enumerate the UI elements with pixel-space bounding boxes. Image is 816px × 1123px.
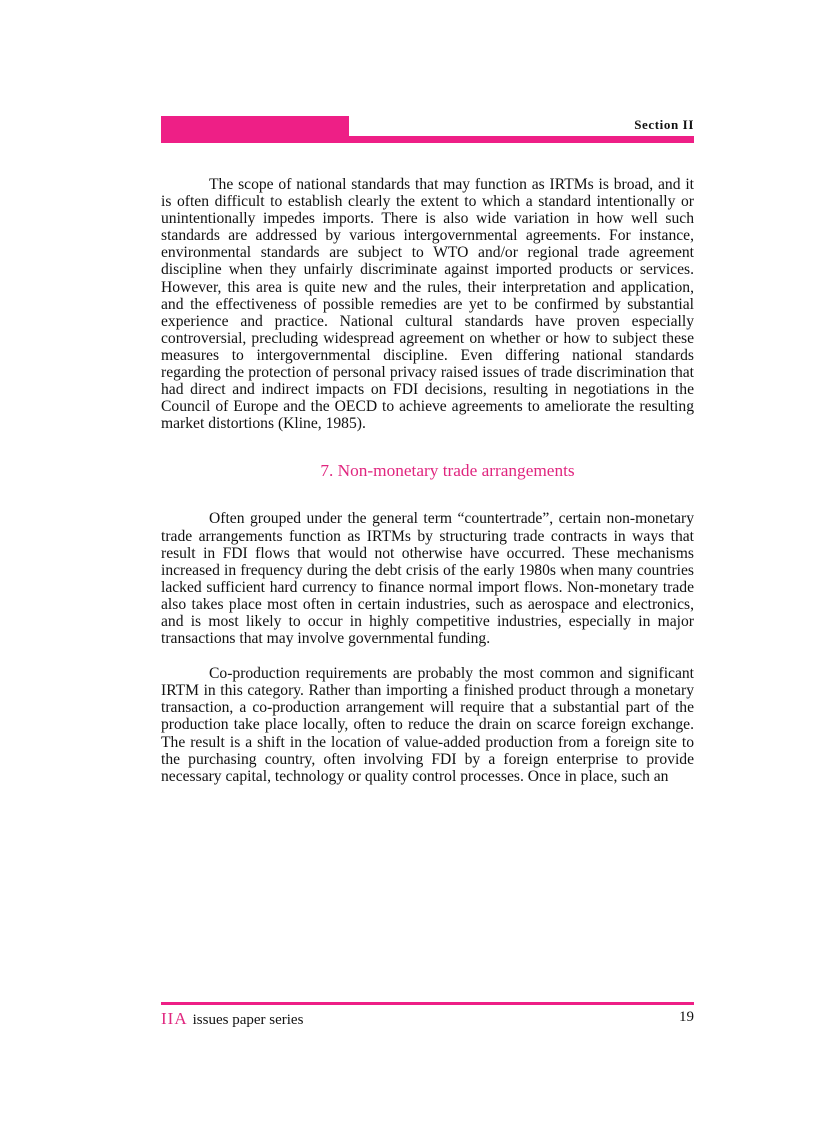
body-paragraph-2: Often grouped under the general term “countertrade”, certain non-monetary trade arrangements function as IRTMs by structuring trade contracts in ways that result in FDI flows that would not otherwise have occurred. These mechanisms increased in frequency during the debt crisis of the early 1980s when many countries lacked sufficient hard currency to finance normal import flows. Non-monetary trade also takes place most often in certain industries, such as aerospace and electronics, and is most likely to occur in highly competitive industries, especially in major transactions that may involve governmental funding. bbox=[161, 510, 694, 648]
page-body bbox=[161, 176, 694, 785]
page-header bbox=[161, 116, 694, 146]
header-rule bbox=[161, 136, 694, 143]
page-number: 19 bbox=[679, 1009, 694, 1025]
header-accent-block bbox=[161, 116, 349, 138]
footer-rule bbox=[161, 1002, 694, 1005]
footer-brand: IIA bbox=[161, 1009, 188, 1028]
section-heading: 7. Non-monetary trade arrangements bbox=[320, 461, 575, 481]
body-paragraph-1: The scope of national standards that may function as IRTMs is broad, and it is often difficult to establish clearly the extent to which a standard intentionally or unintentionally impedes imports. There is also wide variation in how well such standards are addressed by various intergovernmental agreements. For instance, environmental standards are subject to WTO and/or regional trade agreement discipline when they unfairly discriminate against imported products or services. However, this area is quite new and the rules, their interpretation and application, and the effectiveness of possible remedies are yet to be confirmed by substantial experience and practice. National cultural standards have proven especially controversial, precluding widespread agreement on whether or how to subject these measures to intergovernmental discipline. Even differing national standards regarding the protection of personal privacy raised issues of trade discrimination that had direct and indirect impacts on FDI decisions, resulting in negotiations in the Council of Europe and the OECD to achieve agreements to ameliorate the resulting market distortions (Kline, 1985). bbox=[161, 176, 694, 433]
body-paragraph-3: Co-production requirements are probably the most common and significant IRTM in this category. Rather than importing a finished product through a monetary transaction, a co-production arrangement will require that a substantial part of the production take place locally, often to reduce the drain on scarce foreign exchange. The result is a shift in the location of value-added production from a foreign site to the purchasing country, often involving FDI by a foreign enterprise to provide necessary capital, technology or quality control processes. Once in place, such an bbox=[161, 665, 694, 785]
section-title: Section II bbox=[634, 117, 694, 132]
footer-series bbox=[161, 1009, 303, 1029]
footer-series-label: issues paper series bbox=[192, 1012, 304, 1028]
